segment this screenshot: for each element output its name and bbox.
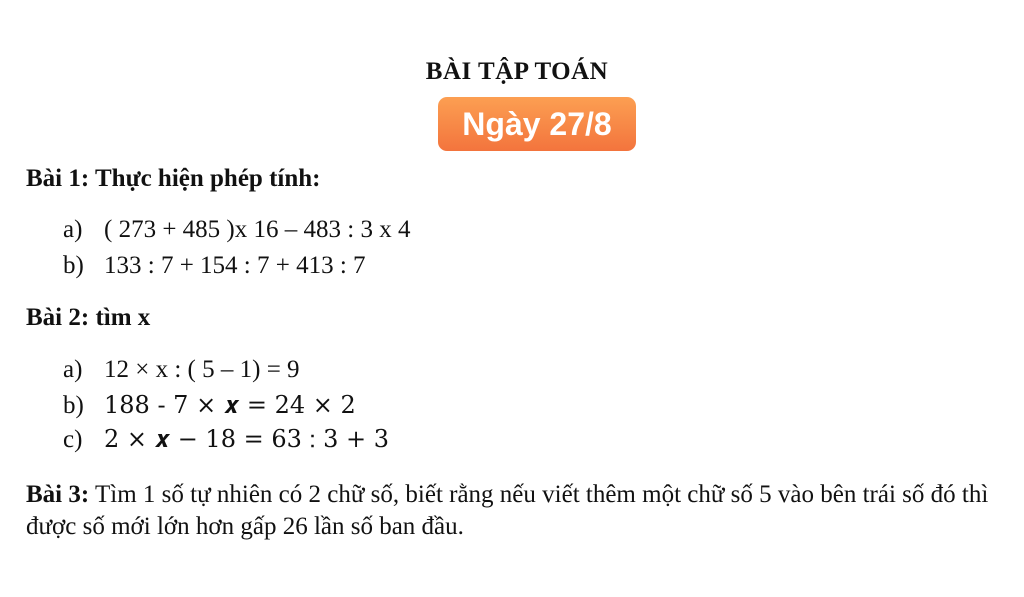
exercise-2-item-a	[63, 356, 300, 384]
exercise-2-heading: Bài 2: tìm x	[26, 304, 151, 331]
item-label: a)	[63, 356, 83, 383]
exercise-3-label: Bài 3:	[26, 481, 90, 508]
exercise-2-item-b	[63, 391, 356, 420]
exercise-1-heading: Bài 1: Thực hiện phép tính:	[26, 165, 321, 192]
item-expression: 133 : 7 + 154 : 7 + 413 : 7	[104, 252, 366, 279]
exercise-1-item-a	[63, 216, 410, 244]
item-expression: 12 × x : ( 5 – 1) = 9	[104, 356, 300, 383]
item-expression: ( 273 + 485 )x 16 – 483 : 3 x 4	[104, 216, 411, 243]
exercise-3-paragraph	[26, 479, 1001, 543]
item-expression: 188 - 7 × 𝒙 = 24 × 2	[104, 391, 356, 419]
item-label: b)	[63, 252, 84, 279]
item-label: a)	[63, 216, 83, 243]
page-title: BÀI TẬP TOÁN	[425, 58, 609, 85]
exercise-2-item-c	[63, 425, 389, 454]
exercise-3-text: Tìm 1 số tự nhiên có 2 chữ số, biết rằng nếu viết thêm một chữ số 5 vào bên trái số đó thì được số mới lớn hơn gấp 26 lần số ban đầu.	[26, 481, 989, 540]
item-label: c)	[63, 426, 83, 453]
item-label: b)	[63, 392, 84, 419]
exercise-1-item-b	[63, 252, 366, 280]
item-expression: 2 × 𝒙 − 18 = 63 ∶ 3 + 3	[104, 425, 390, 453]
date-badge: Ngày 27/8	[438, 97, 636, 151]
